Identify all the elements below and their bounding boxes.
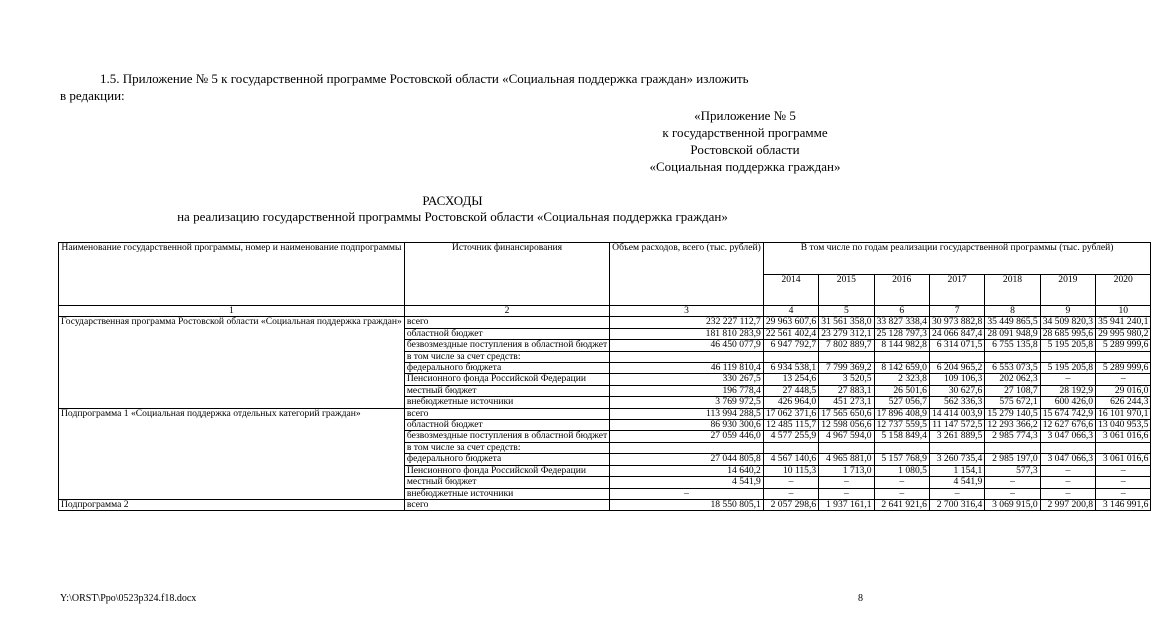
- funding-source: внебюджетные источники: [404, 397, 609, 408]
- footer-page-number: 8: [858, 593, 863, 604]
- amount-cell: 34 509 820,3: [1040, 317, 1095, 328]
- funding-source: всего: [404, 408, 609, 419]
- attachment-line-1: «Приложение № 5: [694, 108, 796, 123]
- funding-source: местный бюджет: [404, 385, 609, 396]
- amount-cell: –: [874, 488, 929, 499]
- amount-cell: [763, 442, 818, 453]
- amount-cell: 2 323,8: [874, 374, 929, 385]
- amount-cell: 8 142 659,0: [874, 363, 929, 374]
- amount-cell: 2 641 921,6: [874, 499, 929, 510]
- amount-cell: 2 997 200,8: [1040, 499, 1095, 510]
- amount-cell: 46 119 810,4: [610, 363, 764, 374]
- amount-cell: 29 995 980,2: [1096, 328, 1151, 339]
- amount-cell: [874, 442, 929, 453]
- amount-cell: 600 426,0: [1040, 397, 1095, 408]
- amount-cell: 451 273,1: [819, 397, 874, 408]
- amount-cell: 8 144 982,8: [874, 340, 929, 351]
- amount-cell: 5 195 205,8: [1040, 363, 1095, 374]
- header-year: 2020: [1096, 274, 1151, 306]
- header-source: Источник финансирования: [404, 243, 609, 306]
- amount-cell: 26 501,6: [874, 385, 929, 396]
- amount-cell: 5 289 999,6: [1096, 363, 1151, 374]
- program-name: Подпрограмма 1 «Социальная поддержка отдельных категорий граждан»: [59, 408, 405, 499]
- amount-cell: [1040, 442, 1095, 453]
- amount-cell: 27 044 805,8: [610, 454, 764, 465]
- funding-source: всего: [404, 499, 609, 510]
- amount-cell: [1096, 351, 1151, 362]
- column-number: 2: [404, 306, 609, 317]
- funding-source: в том числе за счет средств:: [404, 351, 609, 362]
- funding-source: Пенсионного фонда Российской Федерации: [404, 374, 609, 385]
- amount-cell: 5 195 205,8: [1040, 340, 1095, 351]
- amount-cell: 109 106,3: [929, 374, 984, 385]
- expenses-table: [58, 242, 1151, 511]
- amount-cell: 4 967 594,0: [819, 431, 874, 442]
- amount-cell: 575 672,1: [985, 397, 1040, 408]
- amount-cell: 7 802 889,7: [819, 340, 874, 351]
- amount-cell: 4 541,9: [929, 477, 984, 488]
- amount-cell: 30 973 882,8: [929, 317, 984, 328]
- amount-cell: [1096, 442, 1151, 453]
- header-year: 2018: [985, 274, 1040, 306]
- amount-cell: 12 627 676,6: [1040, 420, 1095, 431]
- amount-cell: 3 146 991,6: [1096, 499, 1151, 510]
- funding-source: в том числе за счет средств:: [404, 442, 609, 453]
- amount-cell: –: [1040, 477, 1095, 488]
- amount-cell: 527 056,7: [874, 397, 929, 408]
- amount-cell: 6 553 073,5: [985, 363, 1040, 374]
- amount-cell: –: [763, 477, 818, 488]
- amount-cell: [610, 442, 764, 453]
- header-year: 2015: [819, 274, 874, 306]
- amount-cell: 17 062 371,6: [763, 408, 818, 419]
- amount-cell: 12 293 366,2: [985, 420, 1040, 431]
- amount-cell: 4 567 140,6: [763, 454, 818, 465]
- amount-cell: –: [1040, 488, 1095, 499]
- funding-source: областной бюджет: [404, 420, 609, 431]
- funding-source: федерального бюджета: [404, 363, 609, 374]
- header-row-1: [59, 243, 1151, 275]
- amount-cell: –: [1096, 477, 1151, 488]
- amount-cell: 3 261 889,5: [929, 431, 984, 442]
- amount-cell: 2 985 197,0: [985, 454, 1040, 465]
- amount-cell: 1 154,1: [929, 465, 984, 476]
- amount-cell: 27 059 446,0: [610, 431, 764, 442]
- amount-cell: 33 827 338,4: [874, 317, 929, 328]
- amount-cell: 28 685 995,6: [1040, 328, 1095, 339]
- amount-cell: 3 069 915,0: [985, 499, 1040, 510]
- amount-cell: –: [763, 488, 818, 499]
- amount-cell: 3 061 016,6: [1096, 454, 1151, 465]
- amount-cell: 2 057 298,6: [763, 499, 818, 510]
- attachment-line-2: к государственной программе: [662, 125, 828, 140]
- amount-cell: 3 520,5: [819, 374, 874, 385]
- amount-cell: 113 994 288,5: [610, 408, 764, 419]
- funding-source: областной бюджет: [404, 328, 609, 339]
- table-row: [59, 317, 1151, 328]
- amount-cell: –: [1096, 488, 1151, 499]
- document-subtitle: на реализацию государственной программы Ростовской области «Социальная поддержка граждан»: [177, 209, 728, 224]
- header-volume: Объем расходов, всего (тыс. рублей): [610, 243, 764, 306]
- amount-cell: 18 550 805,1: [610, 499, 764, 510]
- attachment-block: [625, 107, 865, 175]
- amount-cell: –: [819, 477, 874, 488]
- amount-cell: 330 267,5: [610, 374, 764, 385]
- funding-source: внебюджетные источники: [404, 488, 609, 499]
- amount-cell: 6 755 135,8: [985, 340, 1040, 351]
- amount-cell: 11 147 572,5: [929, 420, 984, 431]
- amount-cell: 35 941 240,1: [1096, 317, 1151, 328]
- amount-cell: 6 934 538,1: [763, 363, 818, 374]
- amount-cell: –: [1040, 465, 1095, 476]
- amount-cell: [874, 351, 929, 362]
- header-name: Наименование государственной программы, номер и наименование подпрограммы: [59, 243, 405, 306]
- intro-line-1: 1.5. Приложение № 5 к государственной программе Ростовской области «Социальная поддержка граждан» изложить: [100, 71, 749, 86]
- header-year: 2016: [874, 274, 929, 306]
- intro-paragraph: [60, 70, 850, 104]
- amount-cell: 3 047 066,3: [1040, 431, 1095, 442]
- amount-cell: 232 227 112,7: [610, 317, 764, 328]
- amount-cell: 196 778,4: [610, 385, 764, 396]
- table-body: [59, 243, 1151, 511]
- amount-cell: 46 450 077,9: [610, 340, 764, 351]
- amount-cell: 22 561 402,4: [763, 328, 818, 339]
- amount-cell: [929, 351, 984, 362]
- amount-cell: [985, 442, 1040, 453]
- amount-cell: 23 279 312,1: [819, 328, 874, 339]
- amount-cell: 4 541,9: [610, 477, 764, 488]
- column-number: 6: [874, 306, 929, 317]
- funding-source: федерального бюджета: [404, 454, 609, 465]
- attachment-line-4: «Социальная поддержка граждан»: [649, 159, 841, 174]
- column-number: 8: [985, 306, 1040, 317]
- amount-cell: 13 254,6: [763, 374, 818, 385]
- amount-cell: –: [874, 477, 929, 488]
- amount-cell: 27 108,7: [985, 385, 1040, 396]
- amount-cell: [763, 351, 818, 362]
- amount-cell: 15 279 140,5: [985, 408, 1040, 419]
- amount-cell: 2 985 774,3: [985, 431, 1040, 442]
- amount-cell: 7 799 369,2: [819, 363, 874, 374]
- amount-cell: 14 640,2: [610, 465, 764, 476]
- program-name: Государственная программа Ростовской области «Социальная поддержка граждан»: [59, 317, 405, 408]
- amount-cell: 31 561 358,0: [819, 317, 874, 328]
- amount-cell: 1 937 161,1: [819, 499, 874, 510]
- amount-cell: 426 964,0: [763, 397, 818, 408]
- amount-cell: 15 674 742,9: [1040, 408, 1095, 419]
- header-by-years: В том числе по годам реализации государственной программы (тыс. рублей): [763, 243, 1151, 275]
- amount-cell: 12 737 559,5: [874, 420, 929, 431]
- funding-source: всего: [404, 317, 609, 328]
- amount-cell: 626 244,3: [1096, 397, 1151, 408]
- amount-cell: 35 449 865,5: [985, 317, 1040, 328]
- amount-cell: 1 080,5: [874, 465, 929, 476]
- amount-cell: 1 713,0: [819, 465, 874, 476]
- column-number: 5: [819, 306, 874, 317]
- amount-cell: 3 260 735,4: [929, 454, 984, 465]
- funding-source: безвозмездные поступления в областной бюджет: [404, 340, 609, 351]
- attachment-line-3: Ростовской области: [690, 142, 800, 157]
- amount-cell: 17 896 408,9: [874, 408, 929, 419]
- amount-cell: 6 204 965,2: [929, 363, 984, 374]
- header-year: 2019: [1040, 274, 1095, 306]
- table-row: [59, 499, 1151, 510]
- amount-cell: 12 485 115,7: [763, 420, 818, 431]
- column-number: 4: [763, 306, 818, 317]
- amount-cell: 28 192,9: [1040, 385, 1095, 396]
- funding-source: Пенсионного фонда Российской Федерации: [404, 465, 609, 476]
- amount-cell: 17 565 650,6: [819, 408, 874, 419]
- amount-cell: 27 448,5: [763, 385, 818, 396]
- amount-cell: –: [929, 488, 984, 499]
- amount-cell: 2 700 316,4: [929, 499, 984, 510]
- amount-cell: 577,3: [985, 465, 1040, 476]
- amount-cell: 5 157 768,9: [874, 454, 929, 465]
- amount-cell: 14 414 003,9: [929, 408, 984, 419]
- header-year: 2014: [763, 274, 818, 306]
- amount-cell: [819, 442, 874, 453]
- amount-cell: 3 047 066,3: [1040, 454, 1095, 465]
- funding-source: безвозмездные поступления в областной бюджет: [404, 431, 609, 442]
- amount-cell: –: [985, 477, 1040, 488]
- amount-cell: 5 158 849,4: [874, 431, 929, 442]
- amount-cell: 86 930 300,6: [610, 420, 764, 431]
- column-numbers-row: [59, 306, 1151, 317]
- amount-cell: –: [985, 488, 1040, 499]
- amount-cell: 13 040 953,5: [1096, 420, 1151, 431]
- intro-line-2: в редакции:: [60, 88, 125, 103]
- amount-cell: 3 061 016,6: [1096, 431, 1151, 442]
- amount-cell: 12 598 056,6: [819, 420, 874, 431]
- amount-cell: [819, 351, 874, 362]
- amount-cell: 30 627,6: [929, 385, 984, 396]
- column-number: 1: [59, 306, 405, 317]
- footer-file-path: Y:\ORST\Ppo\0523p324.f18.docx: [60, 593, 197, 604]
- amount-cell: 25 128 797,3: [874, 328, 929, 339]
- amount-cell: 28 091 948,9: [985, 328, 1040, 339]
- amount-cell: –: [1096, 465, 1151, 476]
- amount-cell: 4 577 255,9: [763, 431, 818, 442]
- amount-cell: 4 965 881,0: [819, 454, 874, 465]
- column-number: 3: [610, 306, 764, 317]
- amount-cell: 27 883,1: [819, 385, 874, 396]
- header-year: 2017: [929, 274, 984, 306]
- amount-cell: 6 947 792,7: [763, 340, 818, 351]
- column-number: 10: [1096, 306, 1151, 317]
- column-number: 9: [1040, 306, 1095, 317]
- amount-cell: –: [819, 488, 874, 499]
- document-title: РАСХОДЫ: [422, 193, 483, 208]
- amount-cell: 24 066 847,4: [929, 328, 984, 339]
- amount-cell: 6 314 071,5: [929, 340, 984, 351]
- funding-source: местный бюджет: [404, 477, 609, 488]
- amount-cell: 29 963 607,6: [763, 317, 818, 328]
- amount-cell: 29 016,0: [1096, 385, 1151, 396]
- amount-cell: [610, 351, 764, 362]
- amount-cell: 562 336,3: [929, 397, 984, 408]
- amount-cell: 202 062,3: [985, 374, 1040, 385]
- program-name: Подпрограмма 2: [59, 499, 405, 510]
- amount-cell: 10 115,3: [763, 465, 818, 476]
- amount-cell: 181 810 283,9: [610, 328, 764, 339]
- column-number: 7: [929, 306, 984, 317]
- amount-cell: 3 769 972,5: [610, 397, 764, 408]
- amount-cell: [1040, 351, 1095, 362]
- amount-cell: 5 289 999,6: [1096, 340, 1151, 351]
- amount-cell: –: [1096, 374, 1151, 385]
- amount-cell: [985, 351, 1040, 362]
- table-row: [59, 408, 1151, 419]
- amount-cell: 16 101 970,1: [1096, 408, 1151, 419]
- amount-cell: [929, 442, 984, 453]
- amount-cell: –: [610, 488, 764, 499]
- amount-cell: –: [1040, 374, 1095, 385]
